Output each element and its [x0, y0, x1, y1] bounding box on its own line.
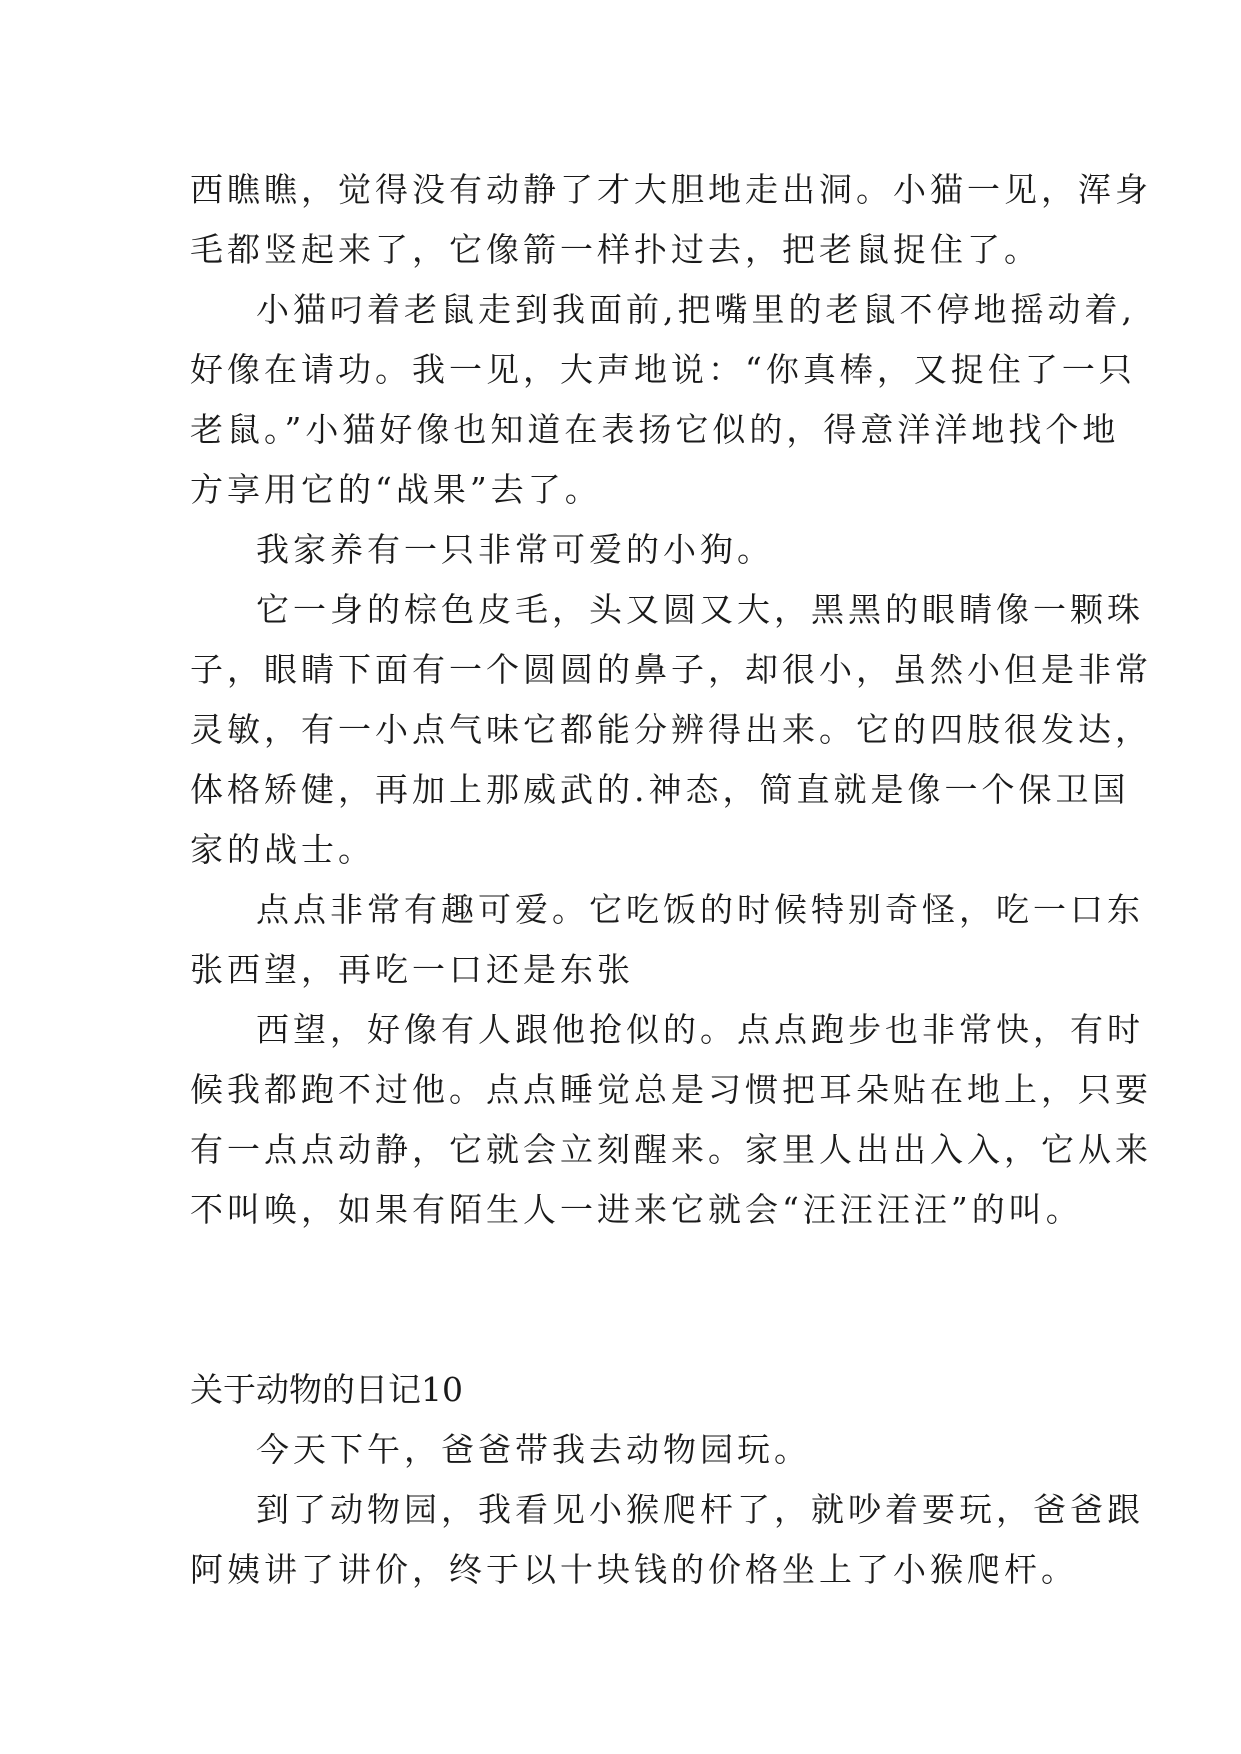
text-line: 有一点点动静，它就会立刻醒来。家里人出出入入，它从来: [190, 1130, 1152, 1169]
text-line: 家的战士。: [190, 830, 375, 869]
text-line: 灵敏，有一小点气味它都能分辨得出来。它的四肢很发达，: [190, 710, 1152, 749]
text-line: 子，眼睛下面有一个圆圆的鼻子，却很小，虽然小但是非常: [190, 650, 1152, 689]
text-line: 到了动物园，我看见小猴爬杆了，就吵着要玩，爸爸跟: [256, 1490, 1144, 1529]
text-line: 好像在请功。我一见，大声地说：“你真棒，又捉住了一只: [190, 350, 1136, 389]
section-gap: [190, 1240, 1090, 1360]
text-line: 候我都跑不过他。点点睡觉总是习惯把耳朵贴在地上，只要: [190, 1070, 1152, 1109]
paragraph-group-zoo: [190, 1420, 1144, 1600]
text-line: 毛都竖起来了，它像箭一样扑过去，把老鼠捉住了。: [190, 230, 1041, 269]
paragraph-group-pets: [190, 160, 1152, 1240]
text-line: 点点非常有趣可爱。它吃饭的时候特别奇怪，吃一口东: [256, 890, 1144, 929]
text-line: 它一身的棕色皮毛，头又圆又大，黑黑的眼睛像一颗珠: [256, 590, 1144, 629]
text-line: 西瞧瞧，觉得没有动静了才大胆地走出洞。小猫一见，浑身: [190, 170, 1152, 209]
text-line: 今天下午，爸爸带我去动物园玩。: [256, 1430, 811, 1469]
section-heading: 关于动物的日记10: [190, 1370, 463, 1409]
document-body: [190, 160, 1152, 1600]
text-line: 阿姨讲了讲价，终于以十块钱的价格坐上了小猴爬杆。: [190, 1550, 1078, 1589]
text-line: 体格矫健，再加上那威武的.神态，简直就是像一个保卫国: [190, 770, 1130, 809]
text-line: 小猫叼着老鼠走到我面前,把嘴里的老鼠不停地摇动着,: [256, 290, 1136, 329]
text-line: 我家养有一只非常可爱的小狗。: [256, 530, 774, 569]
text-line: 方享用它的“战果”去了。: [190, 470, 602, 509]
text-line: 西望，好像有人跟他抢似的。点点跑步也非常快，有时: [256, 1010, 1144, 1049]
text-line: 张西望，再吃一口还是东张: [190, 950, 634, 989]
text-line: 不叫唤，如果有陌生人一进来它就会“汪汪汪汪”的叫。: [190, 1190, 1083, 1229]
text-line: 老鼠。”小猫好像也知道在表扬它似的，得意洋洋地找个地: [190, 410, 1120, 449]
